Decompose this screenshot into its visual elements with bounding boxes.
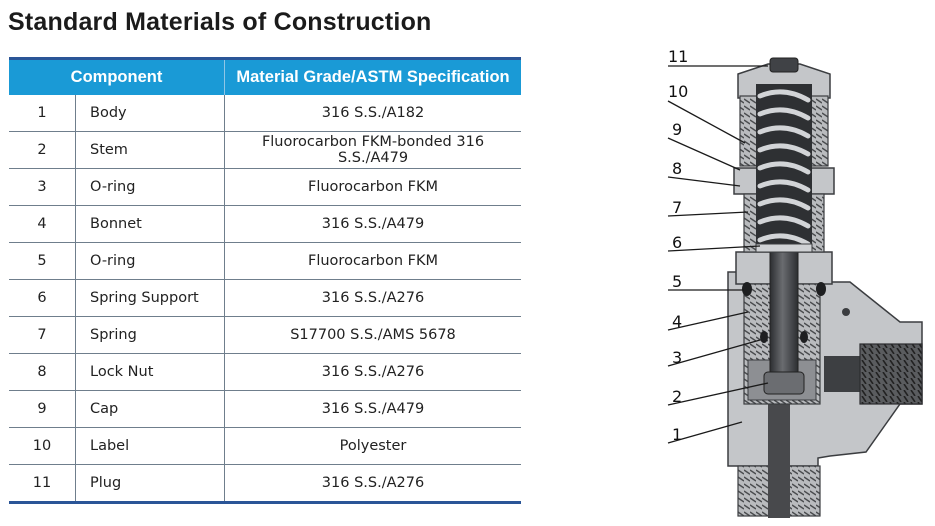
row-number: 8 (9, 354, 76, 391)
header-material: Material Grade/ASTM Specification (225, 59, 522, 96)
row-material: Fluorocarbon FKM (225, 243, 522, 280)
table-row (9, 169, 521, 206)
row-material: 316 S.S./A479 (225, 206, 522, 243)
row-component: Spring (76, 317, 225, 354)
row-material: Fluorocarbon FKM (225, 169, 522, 206)
row-number: 3 (9, 169, 76, 206)
table-row (9, 465, 521, 503)
row-material: 316 S.S./A479 (225, 391, 522, 428)
callout-6: 6 (672, 233, 683, 252)
row-number: 10 (9, 428, 76, 465)
page-title: Standard Materials of Construction (8, 8, 432, 36)
row-component: Stem (76, 132, 225, 169)
row-material: S17700 S.S./AMS 5678 (225, 317, 522, 354)
row-component: Spring Support (76, 280, 225, 317)
callout-1: 1 (672, 425, 683, 444)
relief-valve-cross-section (660, 44, 932, 522)
row-component: Label (76, 428, 225, 465)
row-material: Polyester (225, 428, 522, 465)
table-row (9, 243, 521, 280)
row-component: O-ring (76, 243, 225, 280)
callout-7: 7 (672, 198, 683, 217)
row-material: 316 S.S./A276 (225, 280, 522, 317)
row-number: 4 (9, 206, 76, 243)
row-number: 7 (9, 317, 76, 354)
row-component: Bonnet (76, 206, 225, 243)
row-number: 11 (9, 465, 76, 503)
row-number: 5 (9, 243, 76, 280)
row-material: 316 S.S./A276 (225, 465, 522, 503)
row-number: 6 (9, 280, 76, 317)
table-header-row (9, 59, 521, 96)
callout-4: 4 (672, 312, 683, 331)
callout-5: 5 (672, 272, 683, 291)
plug (770, 58, 798, 72)
callout-9: 9 (672, 120, 683, 139)
row-component: Cap (76, 391, 225, 428)
row-number: 9 (9, 391, 76, 428)
table-row (9, 132, 521, 169)
callout-10: 10 (668, 82, 689, 101)
table-row (9, 428, 521, 465)
callout-8: 8 (672, 159, 683, 178)
row-component: Plug (76, 465, 225, 503)
table-row (9, 317, 521, 354)
row-number: 2 (9, 132, 76, 169)
materials-table (9, 57, 521, 504)
callout-11: 11 (668, 47, 689, 66)
row-material: 316 S.S./A276 (225, 354, 522, 391)
row-component: O-ring (76, 169, 225, 206)
callout-2: 2 (672, 387, 683, 406)
row-component: Lock Nut (76, 354, 225, 391)
row-material: 316 S.S./A182 (225, 95, 522, 132)
row-component: Body (76, 95, 225, 132)
table-row (9, 95, 521, 132)
table-row (9, 280, 521, 317)
table-row (9, 354, 521, 391)
table-row (9, 206, 521, 243)
row-number: 1 (9, 95, 76, 132)
header-component: Component (9, 59, 225, 96)
stem (764, 248, 804, 394)
row-material: Fluorocarbon FKM-bonded 316 S.S./A479 (225, 132, 522, 169)
table-row (9, 391, 521, 428)
callout-3: 3 (672, 348, 683, 367)
spring (756, 84, 812, 252)
